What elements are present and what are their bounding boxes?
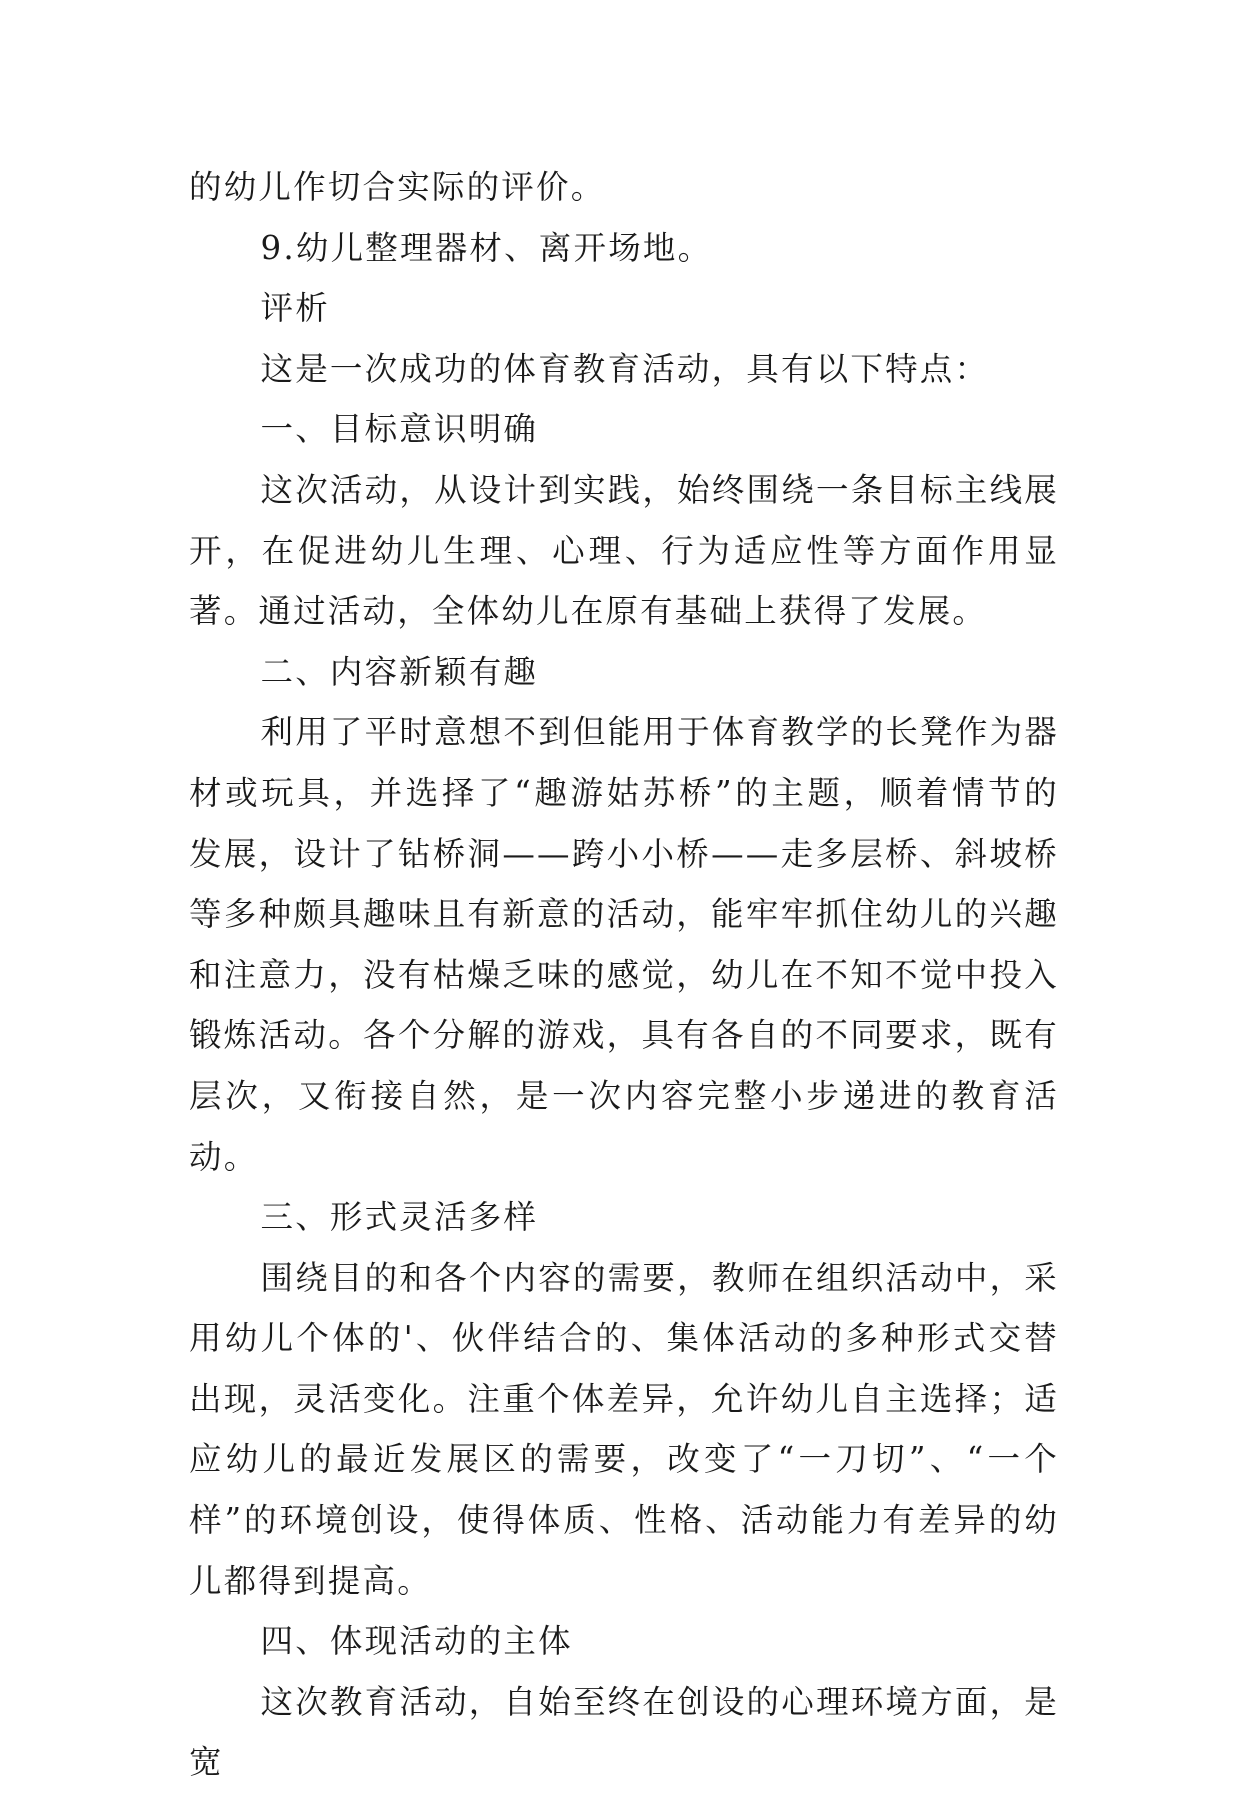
heading-point-4: 四、体现活动的主体 — [260, 1622, 573, 1661]
paragraph-step-9: 9.幼儿整理器材、离开场地。 — [260, 228, 713, 267]
paragraph-point-4: 这次教育活动，自始至终在创设的心理环境方面，是宽 — [189, 1682, 1059, 1782]
paragraph-point-2: 利用了平时意想不到但能用于体育教学的长凳作为器材或玩具，并选择了“趣游姑苏桥”的主题，顺着情节的发展，设计了钻桥洞——跨小小桥——走多层桥、斜坡桥等多种颇具趣味且有新意的活动，能牢牢抓住幼儿的兴趣和注意力，没有枯燥乏味的感觉，幼儿在不知不觉中投入锻炼活动。各个分解的游戏，具有各自的不同要求，既有层次，又衔接自然，是一次内容完整小步递进的教育活动。 — [189, 713, 1059, 1176]
heading-point-1: 一、目标意识明确 — [260, 410, 539, 449]
paragraph-point-3: 围绕目的和各个内容的需要，教师在组织活动中，采用幼儿个体的'、伙伴结合的、集体活动的多种形式交替出现，灵活变化。注重个体差异，允许幼儿自主选择；适应幼儿的最近发展区的需要，改变了“一刀切”、“一个样”的环境创设，使得体质、性格、活动能力有差异的幼儿都得到提高。 — [189, 1258, 1059, 1600]
heading-point-2: 二、内容新颖有趣 — [260, 652, 539, 691]
heading-point-3: 三、形式灵活多样 — [260, 1198, 539, 1237]
section-heading-analysis: 评析 — [260, 289, 330, 328]
paragraph-point-1: 这次活动，从设计到实践，始终围绕一条目标主线展开，在促进幼儿生理、心理、行为适应性等方面作用显著。通过活动，全体幼儿在原有基础上获得了发展。 — [189, 470, 1059, 631]
document-body — [189, 157, 1059, 1793]
paragraph-analysis-intro: 这是一次成功的体育教育活动，具有以下特点： — [260, 349, 990, 388]
paragraph-evaluation-end: 的幼儿作切合实际的评价。 — [189, 168, 606, 206]
